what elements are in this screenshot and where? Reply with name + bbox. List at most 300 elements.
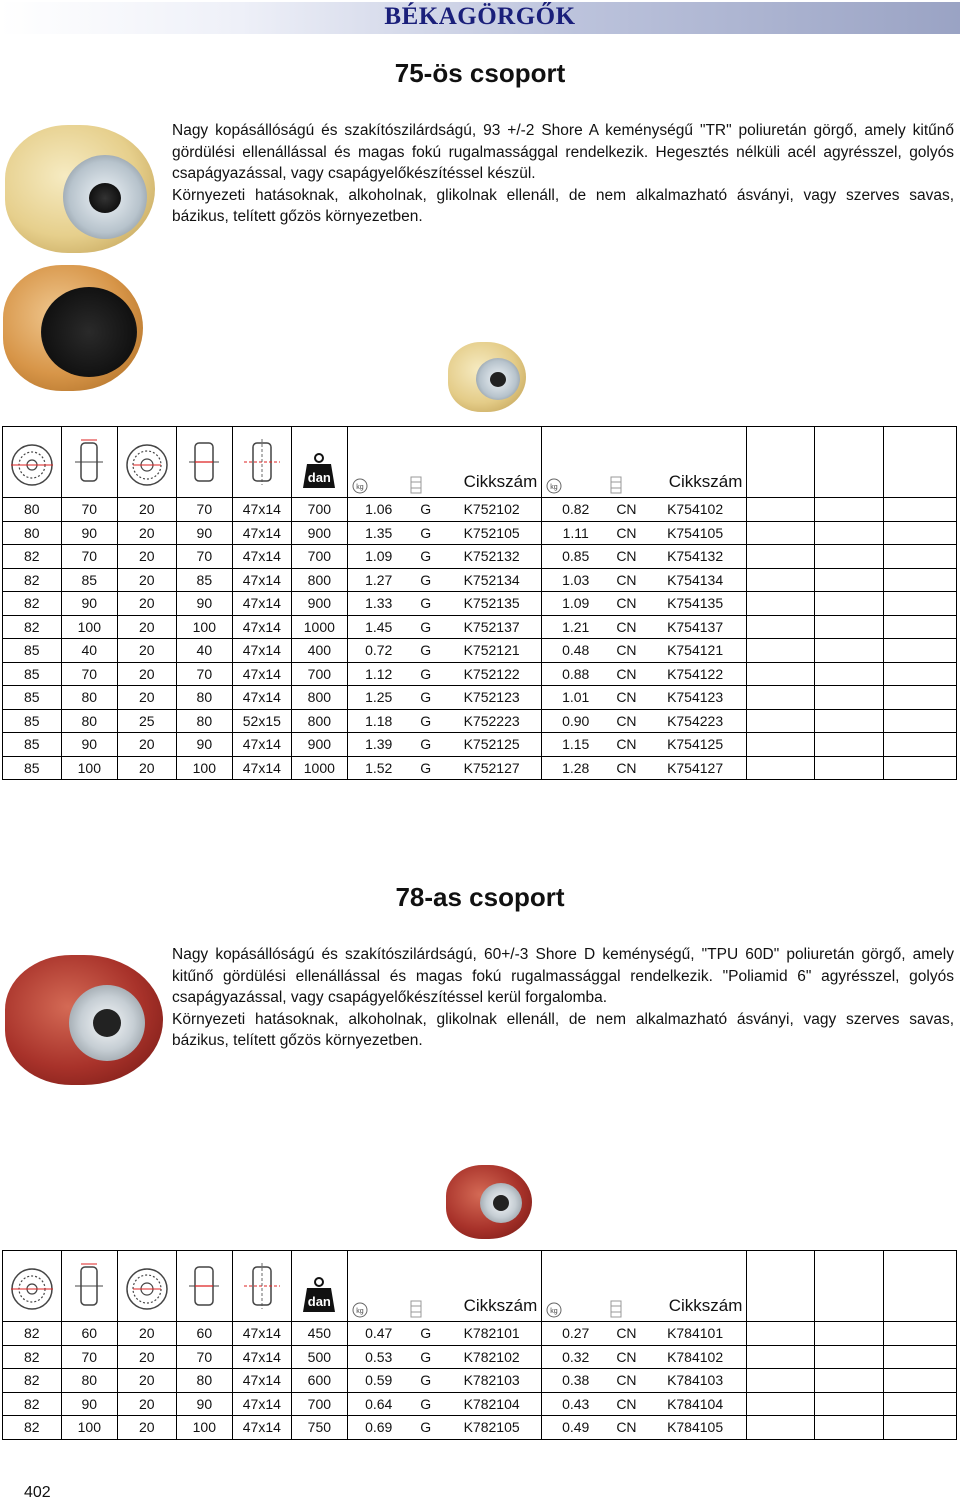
table-cell: 20 <box>118 592 177 616</box>
table-cell: 750 <box>291 1416 347 1440</box>
empty-cell <box>747 1369 814 1393</box>
table-cell: 47x14 <box>233 615 292 639</box>
table-cell: 47x14 <box>233 1345 292 1369</box>
load-unit-label: dan <box>307 470 331 485</box>
table-cell: 0.48 <box>542 639 609 663</box>
table-cell: K754137 <box>644 615 747 639</box>
empty-cell <box>884 1416 957 1440</box>
table-cell: CN <box>609 662 644 686</box>
table-cell: G <box>409 709 442 733</box>
table-cell: 47x14 <box>233 756 292 780</box>
table-cell: 47x14 <box>233 662 292 686</box>
table-cell: 0.53 <box>348 1345 410 1369</box>
table-cell: 20 <box>118 1345 177 1369</box>
table-row <box>3 1392 957 1416</box>
empty-cell <box>814 639 883 663</box>
empty-cell <box>747 1322 814 1346</box>
table-cell: 0.85 <box>542 545 609 569</box>
empty-cell <box>747 686 814 710</box>
table-cell: 90 <box>176 521 232 545</box>
table-cell: 1.52 <box>348 756 410 780</box>
table-cell: CN <box>609 733 644 757</box>
table-cell: 0.43 <box>542 1392 609 1416</box>
table-cell: K752105 <box>442 521 542 545</box>
table-cell: 1.39 <box>348 733 410 757</box>
table-cell: 1.09 <box>542 592 609 616</box>
table-cell: 70 <box>61 498 117 522</box>
wheel-diameter-icon <box>9 1267 55 1311</box>
bearing-type-icon <box>410 1300 422 1318</box>
table-cell: 0.49 <box>542 1416 609 1440</box>
wheel-image-tr-black-hub <box>3 265 143 391</box>
spec-table-75 <box>2 426 957 780</box>
table-row <box>3 709 957 733</box>
table-cell: K754105 <box>644 521 747 545</box>
table-cell: 20 <box>118 615 177 639</box>
empty-cell <box>884 733 957 757</box>
table-cell: 0.59 <box>348 1369 410 1393</box>
table-cell: G <box>409 545 442 569</box>
table-cell: 80 <box>176 686 232 710</box>
table-row <box>3 1322 957 1346</box>
table-cell: 400 <box>291 639 347 663</box>
table-cell: 80 <box>61 1369 117 1393</box>
table-cell: 900 <box>291 733 347 757</box>
load-unit-label: dan <box>307 1294 331 1309</box>
table-cell: 700 <box>291 545 347 569</box>
table-cell: G <box>409 1369 442 1393</box>
table-cell: 1.21 <box>542 615 609 639</box>
table-cell: 80 <box>61 686 117 710</box>
table-cell: 85 <box>3 686 62 710</box>
table-cell: 0.64 <box>348 1392 410 1416</box>
empty-cell <box>884 756 957 780</box>
table-cell: G <box>409 733 442 757</box>
section-title-78: 78-as csoport <box>395 882 565 912</box>
table-cell: 47x14 <box>233 733 292 757</box>
table-cell: 0.38 <box>542 1369 609 1393</box>
table-row <box>3 639 957 663</box>
table-cell: 47x14 <box>233 521 292 545</box>
empty-cell <box>884 662 957 686</box>
description-paragraph: Környezeti hatásoknak, alkoholnak, glikolnak ellenáll, de nem alkalmazható ásványi, vagy szerves savas, bázikus, telített gőzös környezetben. <box>172 1010 954 1049</box>
table-cell: 70 <box>176 498 232 522</box>
table-cell: 85 <box>61 568 117 592</box>
table-cell: 1.35 <box>348 521 410 545</box>
table-cell: 0.82 <box>542 498 609 522</box>
table-cell: K752123 <box>442 686 542 710</box>
wheel-image-tr-small <box>448 342 526 412</box>
empty-cell <box>747 615 814 639</box>
table-cell: 900 <box>291 592 347 616</box>
hub-diameter-icon <box>124 443 170 487</box>
icon-cell <box>118 427 177 498</box>
table-cell: 25 <box>118 709 177 733</box>
table-cell: 800 <box>291 686 347 710</box>
svg-text:kg: kg <box>356 484 364 491</box>
table-cell: 85 <box>3 709 62 733</box>
empty-cell <box>884 1345 957 1369</box>
table-cell: K752132 <box>442 545 542 569</box>
article-number-header: Cikkszám <box>668 1296 743 1315</box>
table-cell: 20 <box>118 639 177 663</box>
table-row <box>3 521 957 545</box>
table-cell: 100 <box>61 1416 117 1440</box>
table-cell: CN <box>609 1322 644 1346</box>
table-cell: 47x14 <box>233 1322 292 1346</box>
empty-cell <box>884 521 957 545</box>
table-row <box>3 756 957 780</box>
table-cell: 85 <box>176 568 232 592</box>
table-cell: G <box>409 568 442 592</box>
empty-cell <box>884 1392 957 1416</box>
table-cell: 70 <box>176 1345 232 1369</box>
table-cell: 20 <box>118 1392 177 1416</box>
empty-cell <box>814 686 883 710</box>
table-cell: 1.12 <box>348 662 410 686</box>
table-cell: 0.69 <box>348 1416 410 1440</box>
table-cell: 600 <box>291 1369 347 1393</box>
table-cell: CN <box>609 1369 644 1393</box>
weight-icon <box>352 1302 368 1318</box>
svg-text:kg: kg <box>356 1308 364 1315</box>
empty-column <box>814 1251 883 1322</box>
table-cell: 70 <box>176 545 232 569</box>
table-cell: K782102 <box>442 1345 542 1369</box>
wheel-width-icon <box>72 437 106 487</box>
page-title: BÉKAGÖRGŐK <box>384 3 576 30</box>
weight-icon <box>546 1302 562 1318</box>
table-cell: K782103 <box>442 1369 542 1393</box>
empty-column <box>747 427 814 498</box>
svg-text:kg: kg <box>550 1308 558 1315</box>
table-row <box>3 1369 957 1393</box>
empty-cell <box>814 733 883 757</box>
table-cell: G <box>409 1416 442 1440</box>
empty-cell <box>814 615 883 639</box>
description-paragraph: Nagy kopásállóságú és szakítószilárdságú, 93 +/-2 Shore A keménységű "TR" poliuretán görgő, amely kitűnő gördülési ellenállással és magas fokú rugalmassággal rendelkezik. Hegesztés nélküli acél agyrésszel, golyós csapágyazással, vagy csapágyelőkészítéssel készül. <box>172 122 954 182</box>
table-cell: CN <box>609 639 644 663</box>
table-cell: K782105 <box>442 1416 542 1440</box>
table-cell: 70 <box>61 545 117 569</box>
table-cell: G <box>409 521 442 545</box>
wheel-image-tpu-large <box>5 955 163 1085</box>
empty-cell <box>747 498 814 522</box>
table-cell: 1.18 <box>348 709 410 733</box>
icon-cell <box>3 427 62 498</box>
table-cell: 47x14 <box>233 686 292 710</box>
wheel-diameter-icon <box>9 443 55 487</box>
section-description-78 <box>172 944 954 1052</box>
table-cell: 80 <box>3 498 62 522</box>
table-cell: K784104 <box>644 1392 747 1416</box>
empty-cell <box>814 709 883 733</box>
empty-cell <box>747 568 814 592</box>
table-cell: 82 <box>3 592 62 616</box>
empty-cell <box>884 568 957 592</box>
table-cell: G <box>409 1345 442 1369</box>
description-paragraph: Nagy kopásállóságú és szakítószilárdságú, 60+/-3 Shore D keménységű, "TPU 60D" poliuretán görgő, amely kitűnő gördülési ellenállással és magas fokú rugalmassággal rendelkezik. "Poliamid 6" agyrésszel, golyós csapágyazással, vagy csapágyelőkészítéssel kerül forgalomba. <box>172 946 954 1006</box>
table-cell: 800 <box>291 709 347 733</box>
table-cell: K784101 <box>644 1322 747 1346</box>
table-cell: 100 <box>61 756 117 780</box>
table-row <box>3 662 957 686</box>
table-cell: G <box>409 686 442 710</box>
table-cell: 82 <box>3 545 62 569</box>
empty-cell <box>884 686 957 710</box>
table-cell: 70 <box>61 1345 117 1369</box>
table-cell: K754134 <box>644 568 747 592</box>
table-cell: CN <box>609 1416 644 1440</box>
group2-header <box>542 427 747 498</box>
hub-length-icon <box>187 1261 221 1311</box>
table-cell: 90 <box>61 733 117 757</box>
empty-cell <box>814 521 883 545</box>
empty-cell <box>747 1345 814 1369</box>
table-cell: 70 <box>176 662 232 686</box>
table-cell: 900 <box>291 521 347 545</box>
table-cell: 90 <box>61 1392 117 1416</box>
table-cell: 85 <box>3 733 62 757</box>
table-cell: 40 <box>176 639 232 663</box>
table-cell: 40 <box>61 639 117 663</box>
axle-bore-icon <box>242 1261 282 1311</box>
article-number-header: Cikkszám <box>668 472 743 491</box>
group2-header <box>542 1251 747 1322</box>
empty-cell <box>814 1392 883 1416</box>
table-cell: K754135 <box>644 592 747 616</box>
table-row <box>3 1416 957 1440</box>
table-cell: CN <box>609 1345 644 1369</box>
bearing-type-icon <box>610 476 622 494</box>
empty-cell <box>814 1345 883 1369</box>
icon-cell <box>291 1251 347 1322</box>
article-number-header: Cikkszám <box>463 1296 538 1315</box>
table-cell: K752102 <box>442 498 542 522</box>
icon-cell <box>61 427 117 498</box>
axle-bore-icon <box>242 437 282 487</box>
table-cell: K752137 <box>442 615 542 639</box>
svg-text:kg: kg <box>550 484 558 491</box>
empty-cell <box>747 639 814 663</box>
article-number-header: Cikkszám <box>463 472 538 491</box>
table-cell: 20 <box>118 568 177 592</box>
table-cell: K754122 <box>644 662 747 686</box>
table-cell: 52x15 <box>233 709 292 733</box>
table-row <box>3 545 957 569</box>
table-cell: K754102 <box>644 498 747 522</box>
table-cell: 90 <box>176 1392 232 1416</box>
empty-cell <box>884 1369 957 1393</box>
table-cell: CN <box>609 592 644 616</box>
section-title-75: 75-ös csoport <box>394 58 566 88</box>
table-cell: CN <box>609 498 644 522</box>
table-cell: K752223 <box>442 709 542 733</box>
table-cell: K782101 <box>442 1322 542 1346</box>
empty-cell <box>747 545 814 569</box>
table-cell: 20 <box>118 756 177 780</box>
table-cell: 82 <box>3 615 62 639</box>
icon-cell <box>291 427 347 498</box>
table-cell: 100 <box>176 1416 232 1440</box>
empty-cell <box>814 592 883 616</box>
table-cell: CN <box>609 686 644 710</box>
table-cell: 85 <box>3 756 62 780</box>
table-cell: 82 <box>3 1416 62 1440</box>
table-body <box>3 1322 957 1440</box>
table-cell: G <box>409 592 442 616</box>
wheel-width-icon <box>72 1261 106 1311</box>
page-number: 402 <box>24 1484 51 1501</box>
table-cell: 0.88 <box>542 662 609 686</box>
table-cell: CN <box>609 615 644 639</box>
hub-diameter-icon <box>124 1267 170 1311</box>
icon-cell <box>176 1251 232 1322</box>
table-cell: 0.32 <box>542 1345 609 1369</box>
table-header-row <box>3 427 957 498</box>
table-cell: 1.45 <box>348 615 410 639</box>
icon-cell <box>3 1251 62 1322</box>
table-cell: K752127 <box>442 756 542 780</box>
table-cell: 0.90 <box>542 709 609 733</box>
table-cell: 1000 <box>291 615 347 639</box>
table-body <box>3 498 957 780</box>
icon-cell <box>233 427 292 498</box>
table-cell: 1.33 <box>348 592 410 616</box>
table-cell: 1.11 <box>542 521 609 545</box>
empty-cell <box>884 498 957 522</box>
table-row <box>3 568 957 592</box>
table-cell: 450 <box>291 1322 347 1346</box>
empty-column <box>884 1251 957 1322</box>
table-cell: 700 <box>291 1392 347 1416</box>
empty-cell <box>884 592 957 616</box>
table-cell: 1.28 <box>542 756 609 780</box>
table-cell: CN <box>609 1392 644 1416</box>
table-cell: 47x14 <box>233 545 292 569</box>
table-cell: CN <box>609 756 644 780</box>
table-cell: K754123 <box>644 686 747 710</box>
table-cell: K754127 <box>644 756 747 780</box>
table-cell: 82 <box>3 1369 62 1393</box>
table-cell: K752134 <box>442 568 542 592</box>
empty-cell <box>814 756 883 780</box>
table-cell: 47x14 <box>233 1416 292 1440</box>
table-cell: K784103 <box>644 1369 747 1393</box>
table-cell: G <box>409 1392 442 1416</box>
spec-table-78 <box>2 1250 957 1440</box>
table-cell: 82 <box>3 1322 62 1346</box>
icon-cell <box>118 1251 177 1322</box>
table-cell: G <box>409 662 442 686</box>
table-cell: 100 <box>176 615 232 639</box>
table-row <box>3 686 957 710</box>
table-row <box>3 1345 957 1369</box>
table-cell: 80 <box>61 709 117 733</box>
empty-cell <box>814 1416 883 1440</box>
group1-header <box>348 427 542 498</box>
table-cell: 20 <box>118 1369 177 1393</box>
table-cell: CN <box>609 521 644 545</box>
table-cell: G <box>409 756 442 780</box>
group1-header <box>348 1251 542 1322</box>
empty-cell <box>814 498 883 522</box>
table-cell: 20 <box>118 1322 177 1346</box>
table-cell: 0.47 <box>348 1322 410 1346</box>
table-cell: 60 <box>61 1322 117 1346</box>
table-cell: 47x14 <box>233 498 292 522</box>
empty-cell <box>747 1392 814 1416</box>
table-cell: 80 <box>3 521 62 545</box>
table-header-row <box>3 1251 957 1322</box>
table-cell: K752135 <box>442 592 542 616</box>
empty-column <box>747 1251 814 1322</box>
table-row <box>3 733 957 757</box>
table-cell: 90 <box>61 521 117 545</box>
table-cell: 20 <box>118 662 177 686</box>
table-cell: 1.06 <box>348 498 410 522</box>
table-cell: 20 <box>118 521 177 545</box>
table-cell: K784102 <box>644 1345 747 1369</box>
table-cell: 700 <box>291 662 347 686</box>
table-cell: 1.25 <box>348 686 410 710</box>
table-cell: 500 <box>291 1345 347 1369</box>
table-cell: CN <box>609 545 644 569</box>
table-row <box>3 498 957 522</box>
table-cell: CN <box>609 709 644 733</box>
table-cell: K782104 <box>442 1392 542 1416</box>
table-cell: 700 <box>291 498 347 522</box>
table-cell: K754125 <box>644 733 747 757</box>
table-cell: 82 <box>3 568 62 592</box>
table-cell: 80 <box>176 1369 232 1393</box>
empty-cell <box>814 545 883 569</box>
table-cell: 90 <box>176 592 232 616</box>
icon-cell <box>176 427 232 498</box>
table-cell: 47x14 <box>233 639 292 663</box>
empty-cell <box>747 662 814 686</box>
empty-cell <box>747 756 814 780</box>
table-cell: 20 <box>118 498 177 522</box>
table-cell: 100 <box>176 756 232 780</box>
table-cell: 100 <box>61 615 117 639</box>
table-cell: 1.01 <box>542 686 609 710</box>
table-cell: 1000 <box>291 756 347 780</box>
table-cell: 90 <box>176 733 232 757</box>
empty-cell <box>814 1322 883 1346</box>
empty-cell <box>747 521 814 545</box>
empty-cell <box>884 1322 957 1346</box>
table-cell: G <box>409 498 442 522</box>
table-cell: 1.09 <box>348 545 410 569</box>
table-cell: 47x14 <box>233 1392 292 1416</box>
table-cell: K754223 <box>644 709 747 733</box>
table-row <box>3 615 957 639</box>
table-cell: K784105 <box>644 1416 747 1440</box>
empty-column <box>884 427 957 498</box>
table-cell: 1.27 <box>348 568 410 592</box>
table-cell: K754132 <box>644 545 747 569</box>
weight-icon <box>546 478 562 494</box>
table-cell: K754121 <box>644 639 747 663</box>
wheel-image-tr-large <box>5 125 155 253</box>
empty-cell <box>884 615 957 639</box>
table-cell: K752121 <box>442 639 542 663</box>
empty-cell <box>884 639 957 663</box>
hub-length-icon <box>187 437 221 487</box>
empty-cell <box>747 592 814 616</box>
table-cell: 80 <box>176 709 232 733</box>
